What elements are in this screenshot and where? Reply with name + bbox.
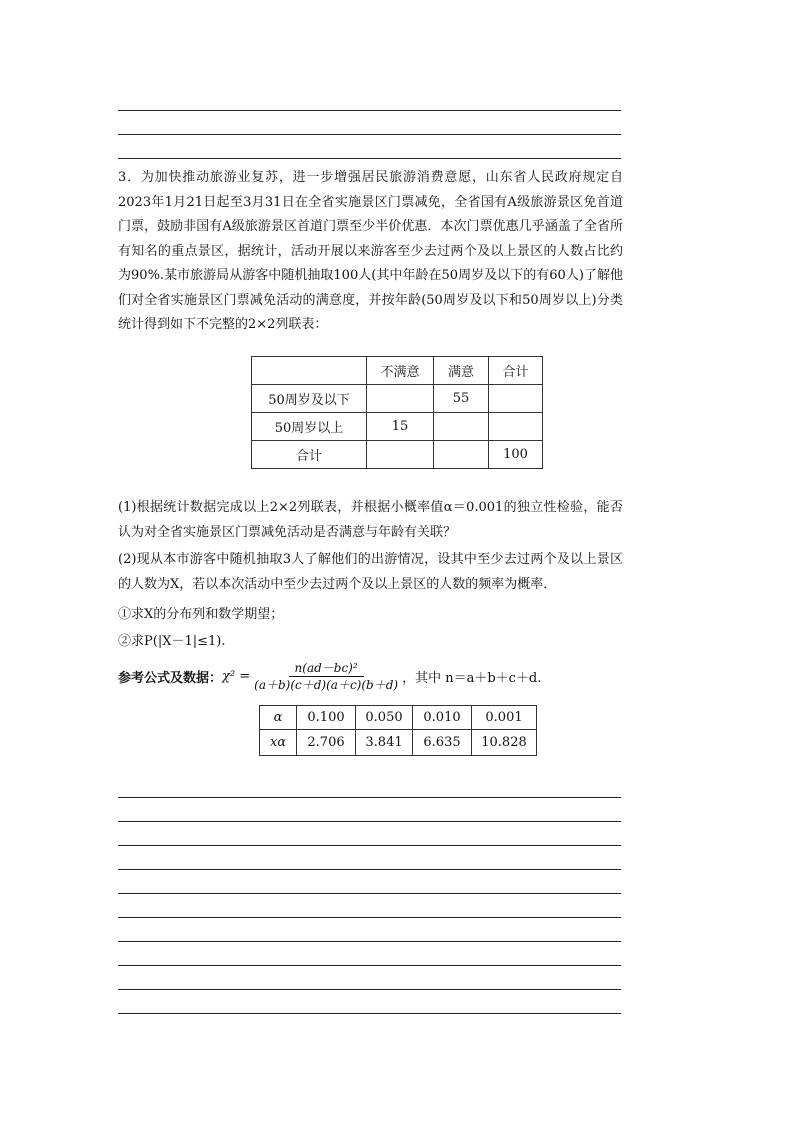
formula-numerator: n(ad－bc)² (289, 660, 364, 677)
answer-line (118, 893, 621, 894)
answer-line (118, 917, 621, 918)
table-header: 满意 (434, 357, 489, 385)
table-cell (489, 385, 543, 413)
reference-formula (118, 660, 541, 693)
table-cell (434, 413, 489, 441)
table-cell: 100 (489, 441, 543, 469)
table-cell: 0.001 (472, 706, 537, 730)
table-cell: α (260, 706, 297, 730)
problem-statement (118, 166, 623, 338)
table-cell (367, 441, 434, 469)
question-2: (2)现从本市游客中随机抽取3人了解他们的出游情况，设其中至少去过两个及以上景区的人数为X，若以本次活动中至少去过两个及以上景区的人数的频率为概率． (118, 552, 623, 592)
table-cell: 0.010 (413, 706, 472, 730)
table-cell (434, 441, 489, 469)
answer-line (118, 869, 621, 870)
question-1: (1)根据统计数据完成以上2×2列联表，并根据小概率值α＝0.001的独立性检验，能否认为对全省实施景区门票减免活动是否满意与年龄有关联？ (118, 500, 623, 540)
answer-line (118, 941, 621, 942)
table-cell: 6.635 (413, 730, 472, 756)
table-header: 合计 (489, 357, 543, 385)
table-cell: xα (260, 730, 297, 756)
contingency-table (251, 356, 543, 469)
answer-line (118, 110, 621, 111)
table-cell (252, 357, 367, 385)
table-row (252, 413, 543, 441)
table-row (252, 385, 543, 413)
table-cell: 合计 (252, 441, 367, 469)
formula-fraction (254, 660, 398, 693)
formula-label: 参考公式及数据： (118, 671, 223, 686)
table-cell: 0.100 (297, 706, 356, 730)
table-cell: 3.841 (356, 730, 413, 756)
critical-value-table (259, 705, 537, 756)
table-cell: 50周岁及以下 (252, 385, 367, 413)
answer-line (118, 158, 621, 159)
table-row (260, 706, 537, 730)
table-cell: 0.050 (356, 706, 413, 730)
problem-text: ．为加快推动旅游业复苏，进一步增强居民旅游消费意愿，山东省人民政府规定自2023年1月21日起至3月31日在全省实施景区门票减免，全省国有A级旅游景区免首道门票，鼓励非国有A级旅游景区首道门票至少半价优惠．本次门票优惠几乎涵盖了全省所有知名的重点景区，据统计，活动开展以来游客至少去过两个及以上景区的人数占比约为90%.某市旅游局从游客中随机抽取100人(其中年龄在50周岁及以下的有60人)了解他们对全省实施景区门票减免活动的满意度，并按年龄(50周岁及以下和50周岁以上)分类统计得到如下不完整的2×2列联表： (118, 170, 623, 332)
table-cell: 15 (367, 413, 434, 441)
table-cell (367, 385, 434, 413)
formula-where: ，其中 n＝a＋b＋c＋d. (402, 671, 542, 686)
table-cell: 50周岁以上 (252, 413, 367, 441)
answer-line (118, 821, 621, 822)
answer-line (118, 845, 621, 846)
table-row (260, 730, 537, 756)
question-2a: ①求X的分布列和数学期望； (118, 607, 284, 622)
table-header: 不满意 (367, 357, 434, 385)
table-row (252, 441, 543, 469)
answer-line (118, 797, 621, 798)
table-cell: 2.706 (297, 730, 356, 756)
table-cell: 10.828 (472, 730, 537, 756)
answer-line (118, 134, 621, 135)
answer-line (118, 989, 621, 990)
formula-lhs: χ² = (222, 669, 251, 684)
answer-line (118, 965, 621, 966)
table-cell (489, 413, 543, 441)
answer-line (118, 1013, 621, 1014)
formula-denominator: (a＋b)(c＋d)(a＋c)(b＋d) (254, 678, 399, 692)
question-2b: ②求P(|X－1|≤1). (118, 634, 226, 649)
table-cell: 55 (434, 385, 489, 413)
problem-number: 3 (118, 170, 127, 185)
